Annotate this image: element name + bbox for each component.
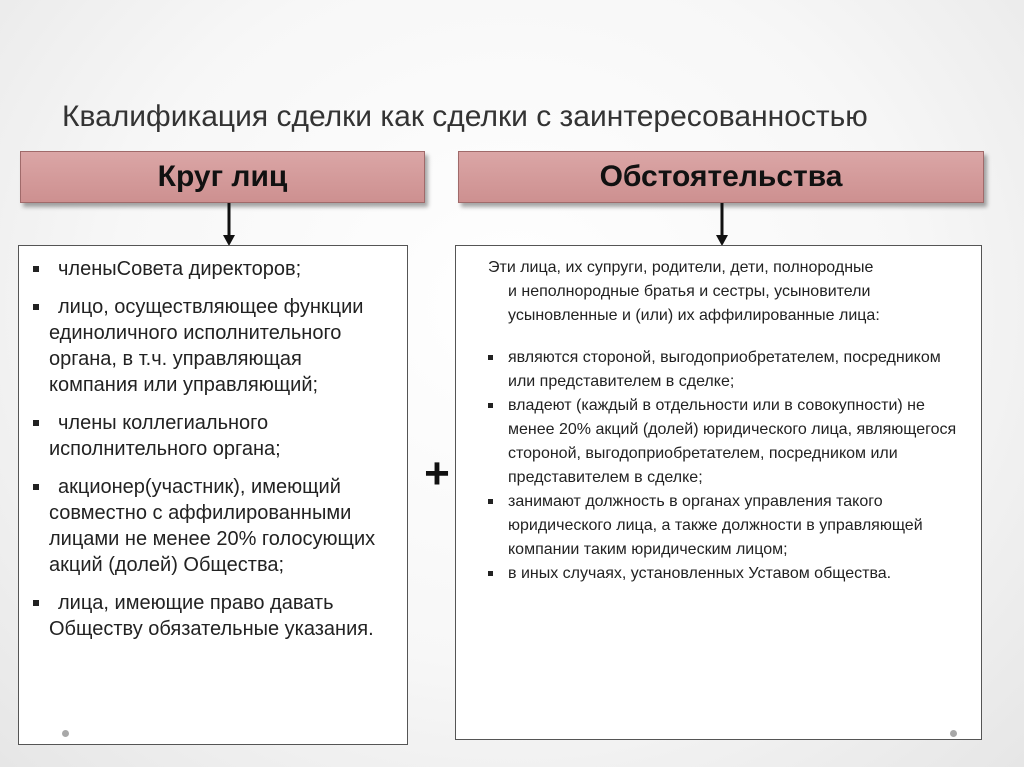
- intro-text: [488, 256, 963, 328]
- intro-continuation: и неполнородные братья и сестры, усыновители усыновленные и (или) их аффилированные лица:: [508, 283, 880, 324]
- arrow-down-icon: [714, 203, 730, 247]
- list-item: являются стороной, выгодоприобретателем, посредником или представителем в сделке;: [480, 346, 963, 394]
- header-circle-of-persons: Круг лиц: [20, 151, 425, 203]
- list-item: лицо, осуществляющее функции единоличного исполнительного органа, в т.ч. управляющая компания или управляющий;: [31, 294, 395, 398]
- corner-dot-icon: [62, 730, 69, 737]
- circumstances-box: [455, 245, 982, 740]
- list-item: лица, имеющие право давать Обществу обязательные указания.: [31, 590, 395, 642]
- arrow-down-icon: [221, 203, 237, 247]
- header-circumstances: Обстоятельства: [458, 151, 984, 203]
- circumstances-list: [480, 346, 963, 586]
- list-item: владеют (каждый в отдельности или в совокупности) не менее 20% акций (долей) юридического лица, являющегося стороной, выгодоприобретателем, посредником или представителем в сделке;: [480, 394, 963, 490]
- slide-title: Квалификация сделки как сделки с заинтересованностью: [62, 100, 868, 133]
- list-item: в иных случаях, установленных Уставом общества.: [480, 562, 963, 586]
- list-item: членыСовета директоров;: [31, 256, 395, 282]
- intro-first-line: Эти лица, их супруги, родители, дети, полнородные: [488, 259, 874, 276]
- corner-dot-icon: [950, 730, 957, 737]
- list-item: члены коллегиального исполнительного органа;: [31, 410, 395, 462]
- persons-list-box: [18, 245, 408, 745]
- plus-icon: +: [424, 449, 450, 498]
- list-item: акционер(участник), имеющий совместно с аффилированными лицами не менее 20% голосующих акций (долей) Общества;: [31, 474, 395, 578]
- persons-list: [31, 256, 395, 642]
- list-item: занимают должность в органах управления такого юридического лица, а также должности в управляющей компании таким юридическим лицом;: [480, 490, 963, 562]
